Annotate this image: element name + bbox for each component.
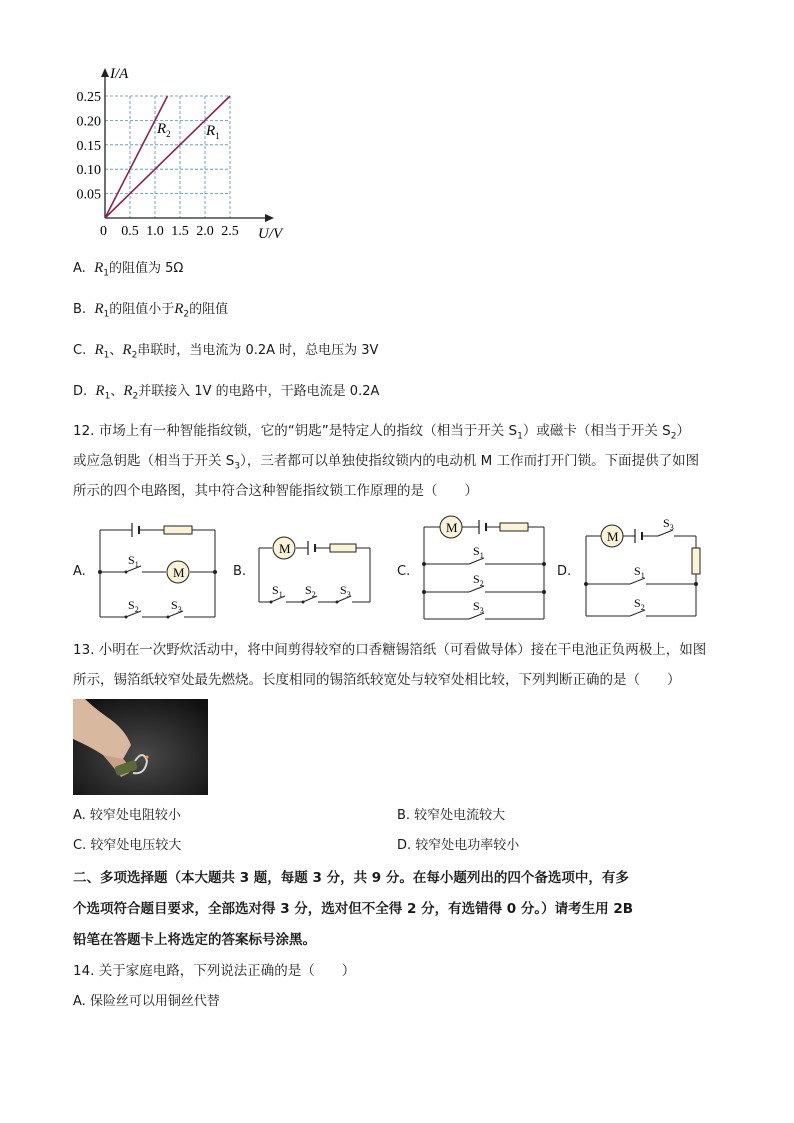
svg-text:M: M	[446, 520, 458, 535]
q11-option-a[interactable]: A. $R_1$的阻值为 5Ω	[73, 260, 184, 279]
graph-ticks	[77, 90, 239, 239]
q12-line-1: 12. 市场上有一种智能指纹锁，它的“钥匙”是特定人的指纹（相当于开关 $S_1$）或磁卡（相当于开关 $S_2$）	[73, 423, 690, 442]
circuit-b-label[interactable]: B.	[233, 564, 247, 579]
q11-option-c[interactable]: C. $R_1$、$R_2$串联时，当电流为 0.2A 时，总电压为 3V	[73, 342, 379, 361]
svg-text:S3: $S_3$	[171, 598, 182, 614]
circuit-c[interactable]	[416, 512, 551, 624]
svg-text:S3: $S_3$	[473, 599, 484, 615]
graph-series	[105, 96, 230, 218]
svg-text:S3: $S_3$	[663, 516, 674, 532]
y-tick-label: 0.05	[76, 187, 101, 203]
svg-text:S2: $S_2$	[473, 572, 484, 588]
q13-line-1: 13. 小明在一次野炊活动中，将中间剪得较窄的口香糖锡箔纸（可看做导体）接在干电池正负两极上，如图	[73, 642, 707, 658]
x-tick-label: 1.5	[171, 224, 189, 239]
q13-option-c[interactable]: C. 较窄处电压较大	[73, 838, 182, 853]
svg-text:S1: $S_1$	[272, 583, 283, 599]
motor-symbol: M	[173, 565, 185, 580]
section2-line-1: 二、多项选择题（本大题共 3 题，每题 3 分，共 9 分。在每小题列出的四个备选项中，有多	[73, 870, 629, 886]
q14-stem: 14. 关于家庭电路，下列说法正确的是（ ）	[73, 963, 356, 979]
svg-text:M: M	[279, 541, 291, 556]
q13-line-2: 所示，锡箔纸较窄处最先燃烧。长度相同的锡箔纸较宽处与较窄处相比较，下列判断正确的是（ ）	[73, 672, 681, 688]
tinfoil-battery-photo	[73, 699, 208, 795]
section2-line-2: 个选项符合题目要求，全部选对得 3 分，选对但不全得 2 分，有选错得 0 分。）请考生用 2B	[73, 901, 634, 917]
x-axis-label: U/V	[258, 226, 283, 242]
svg-text:S1: $S_1$	[128, 553, 139, 569]
x-tick-label: 2.0	[196, 224, 214, 239]
x-tick-label: 1.0	[146, 224, 164, 239]
q13-option-b[interactable]: B. 较窄处电流较大	[397, 808, 506, 823]
x-tick-label: 0.5	[121, 224, 139, 239]
section2-line-3: 铅笔在答题卡上将选定的答案标号涂黑。	[73, 932, 316, 948]
svg-text:M: M	[607, 529, 619, 544]
circuit-a-label[interactable]: A.	[73, 564, 86, 579]
y-tick-label: 0.20	[76, 114, 101, 130]
q13-option-a[interactable]: A. 较窄处电阻较小	[73, 808, 181, 823]
svg-text:S1: $S_1$	[634, 564, 645, 580]
x-tick-label: 2.5	[221, 224, 239, 239]
q13-option-d[interactable]: D. 较窄处电功率较小	[397, 838, 520, 853]
q14-option-a[interactable]: A. 保险丝可以用铜丝代替	[73, 994, 220, 1009]
iu-graph	[60, 62, 300, 242]
svg-text:S3: $S_3$	[340, 583, 351, 599]
circuit-d-label[interactable]: D.	[557, 564, 572, 579]
series-line-r2	[105, 96, 168, 218]
circuit-a[interactable]	[92, 515, 222, 625]
series-label-r1: $R_1$	[206, 123, 220, 141]
q12-line-3: 所示的四个电路图，其中符合这种智能指纹锁工作原理的是（ ）	[73, 483, 478, 499]
series-line-r1	[105, 96, 230, 218]
circuit-b[interactable]	[252, 530, 377, 610]
circuit-c-label[interactable]: C.	[397, 564, 411, 579]
circuit-d[interactable]	[578, 514, 708, 624]
y-axis-label: I/A	[110, 66, 129, 82]
q11-option-d[interactable]: D. $R_1$、$R_2$并联接入 1V 的电路中，干路电流是 0.2A	[73, 383, 380, 402]
svg-text:S2: $S_2$	[128, 598, 139, 614]
svg-text:S2: $S_2$	[305, 583, 316, 599]
q11-option-b[interactable]: B. $R_1$的阻值小于$R_2$的阻值	[73, 301, 229, 320]
origin-label: 0	[100, 224, 107, 239]
svg-text:S1: $S_1$	[473, 544, 484, 560]
q12-line-2: 或应急钥匙（相当于开关 $S_3$），三者都可以单独使指纹锁内的电动机 M 工作而打开门锁。下面提供了如图	[73, 453, 700, 472]
y-tick-label: 0.25	[76, 90, 101, 105]
y-tick-label: 0.10	[76, 163, 101, 179]
y-tick-label: 0.15	[76, 138, 101, 154]
series-label-r2: $R_2$	[157, 121, 171, 139]
svg-text:S2: $S_2$	[634, 596, 645, 612]
